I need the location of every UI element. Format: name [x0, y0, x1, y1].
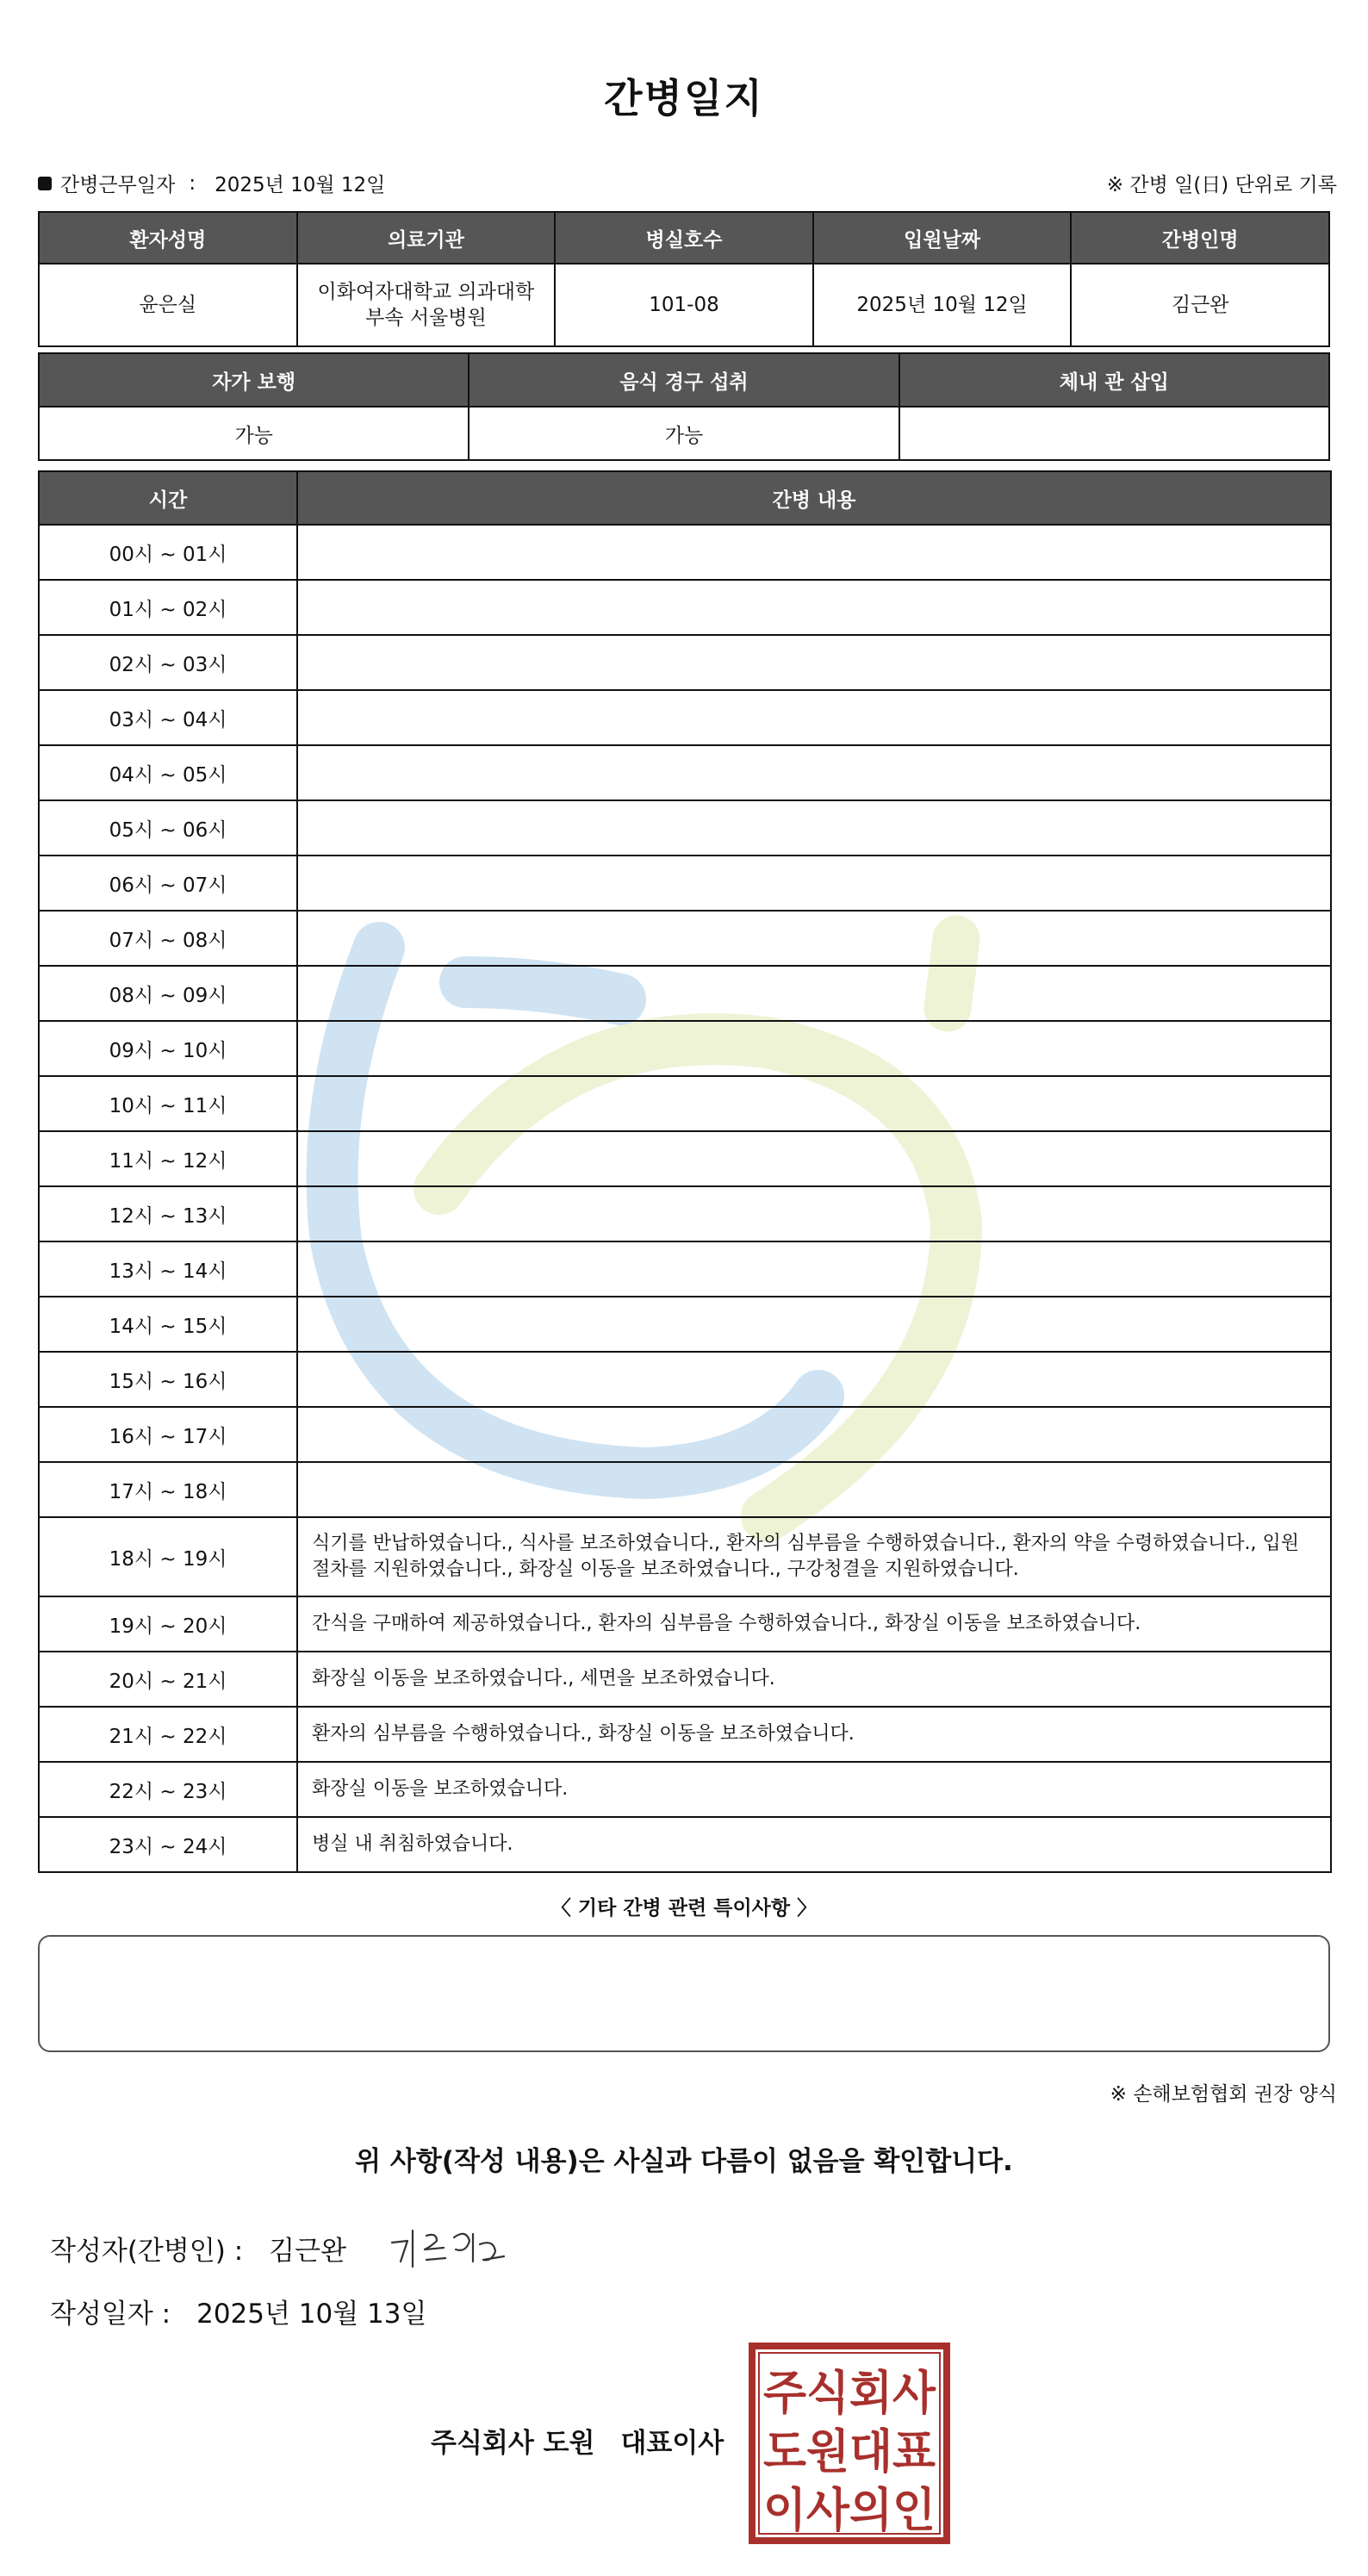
work-date-colon: :	[189, 171, 196, 195]
header-patient-name: 환자성명	[39, 212, 297, 264]
time-slot: 03시 ~ 04시	[39, 690, 297, 745]
company-name: 주식회사 도원	[431, 2428, 595, 2459]
self-walking-value: 가능	[39, 407, 469, 460]
header-care-content: 간병 내용	[297, 471, 1331, 525]
admission-date: 2025년 10월 12일	[813, 264, 1072, 346]
care-content	[297, 966, 1331, 1021]
table-row	[39, 1241, 1331, 1297]
header-caregiver: 간병인명	[1071, 212, 1329, 264]
special-notes-box	[38, 1935, 1330, 2052]
header-time: 시간	[39, 471, 297, 525]
time-slot: 20시 ~ 21시	[39, 1652, 297, 1707]
special-notes-title: 〈 기타 간병 관련 특이사항 〉	[550, 1897, 818, 1920]
time-slot: 13시 ~ 14시	[39, 1241, 297, 1297]
table-row	[39, 1652, 1331, 1707]
time-slot: 07시 ~ 08시	[39, 911, 297, 966]
care-content	[297, 690, 1331, 745]
table-row	[39, 690, 1331, 745]
patient-info-value-row	[39, 264, 1329, 346]
care-content	[297, 1462, 1331, 1517]
patient-name: 윤은실	[39, 264, 297, 346]
caregiver-name: 김근완	[1071, 264, 1329, 346]
table-row	[39, 1817, 1331, 1872]
table-row	[39, 1131, 1331, 1186]
table-row	[39, 1407, 1331, 1462]
time-slot: 08시 ~ 09시	[39, 966, 297, 1021]
table-row	[39, 911, 1331, 966]
hospital-name: 이화여자대학교 의과대학부속 서울병원	[297, 264, 556, 346]
representative-title: 대표이사	[620, 2428, 724, 2459]
room-number: 101-08	[555, 264, 813, 346]
time-slot: 02시 ~ 03시	[39, 635, 297, 690]
care-content: 환자의 심부름을 수행하였습니다., 화장실 이동을 보조하였습니다.	[297, 1707, 1331, 1762]
table-row	[39, 1297, 1331, 1352]
time-slot: 14시 ~ 15시	[39, 1297, 297, 1352]
time-slot: 23시 ~ 24시	[39, 1817, 297, 1872]
care-content: 화장실 이동을 보조하였습니다., 세면을 보조하였습니다.	[297, 1652, 1331, 1707]
time-slot: 09시 ~ 10시	[39, 1021, 297, 1076]
care-content: 간식을 구매하여 제공하였습니다., 환자의 심부름을 수행하였습니다., 화장실 이동을 보조하였습니다.	[297, 1596, 1331, 1652]
care-content	[297, 800, 1331, 856]
time-slot: 11시 ~ 12시	[39, 1131, 297, 1186]
care-content	[297, 1186, 1331, 1241]
table-row	[39, 856, 1331, 911]
time-slot: 22시 ~ 23시	[39, 1762, 297, 1817]
care-content	[297, 911, 1331, 966]
writer-name: 김근완	[269, 2236, 347, 2267]
tube-insertion-value	[899, 407, 1329, 460]
header-room: 병실호수	[555, 212, 813, 264]
handwritten-signature	[383, 2218, 530, 2279]
work-date	[38, 169, 385, 197]
bullet-square-icon	[38, 177, 52, 190]
time-slot: 06시 ~ 07시	[39, 856, 297, 911]
time-slot: 12시 ~ 13시	[39, 1186, 297, 1241]
svg-text:도원대표: 도원대표	[763, 2424, 936, 2479]
table-row	[39, 745, 1331, 800]
time-slot: 18시 ~ 19시	[39, 1517, 297, 1596]
ability-header-row	[39, 353, 1329, 407]
header-hospital: 의료기관	[297, 212, 556, 264]
table-row	[39, 1596, 1331, 1652]
care-log-table	[38, 470, 1332, 1873]
header-tube-insertion: 체내 관 삽입	[899, 353, 1329, 407]
table-row	[39, 1762, 1331, 1817]
care-content	[297, 635, 1331, 690]
company-line	[431, 2421, 724, 2460]
care-content	[297, 1076, 1331, 1131]
care-content: 식기를 반납하였습니다., 식사를 보조하였습니다., 환자의 심부름을 수행하였습니다., 환자의 약을 수령하였습니다., 입원절차를 지원하였습니다., 화장실 이동을 보조하였습니다., 구강청결을 지원하였습니다.	[297, 1517, 1331, 1596]
write-date-value: 2025년 10월 13일	[196, 2299, 427, 2330]
care-content	[297, 1352, 1331, 1407]
table-row	[39, 525, 1331, 580]
care-log-header-row	[39, 471, 1331, 525]
page-title: 간병일지	[604, 75, 764, 121]
daily-record-note: ※ 간병 일(日) 단위로 기록	[1106, 174, 1337, 196]
ability-value-row	[39, 407, 1329, 460]
care-content: 병실 내 취침하였습니다.	[297, 1817, 1331, 1872]
patient-ability-table	[38, 352, 1330, 461]
time-slot: 21시 ~ 22시	[39, 1707, 297, 1762]
work-date-value: 2025년 10월 12일	[215, 174, 386, 196]
table-row	[39, 800, 1331, 856]
table-row	[39, 1352, 1331, 1407]
table-row	[39, 1186, 1331, 1241]
care-content	[297, 856, 1331, 911]
work-date-label: 간병근무일자	[60, 174, 176, 196]
table-row	[39, 1021, 1331, 1076]
table-row	[39, 1076, 1331, 1131]
svg-text:이사의인: 이사의인	[763, 2483, 936, 2537]
care-content	[297, 525, 1331, 580]
table-row	[39, 635, 1331, 690]
time-slot: 16시 ~ 17시	[39, 1407, 297, 1462]
company-seal-stamp	[748, 2342, 951, 2545]
care-content	[297, 1297, 1331, 1352]
confirmation-statement: 위 사항(작성 내용)은 사실과 다름이 없음을 확인합니다.	[355, 2146, 1013, 2177]
svg-text:주식회사: 주식회사	[763, 2366, 936, 2420]
patient-info-table	[38, 211, 1330, 347]
time-slot: 01시 ~ 02시	[39, 580, 297, 635]
care-content	[297, 745, 1331, 800]
time-slot: 00시 ~ 01시	[39, 525, 297, 580]
time-slot: 05시 ~ 06시	[39, 800, 297, 856]
care-content	[297, 580, 1331, 635]
care-log-body	[39, 525, 1331, 1872]
patient-info-header-row	[39, 212, 1329, 264]
table-row	[39, 580, 1331, 635]
write-date-label: 작성일자 :	[50, 2299, 171, 2330]
header-self-walking: 자가 보행	[39, 353, 469, 407]
time-slot: 10시 ~ 11시	[39, 1076, 297, 1131]
table-row	[39, 1707, 1331, 1762]
special-notes-content	[40, 1937, 1328, 1964]
form-source-note: ※ 손해보험협회 권장 양식	[1110, 2083, 1337, 2106]
table-row	[39, 1517, 1331, 1596]
care-content	[297, 1241, 1331, 1297]
write-date-line	[50, 2292, 426, 2330]
time-slot: 15시 ~ 16시	[39, 1352, 297, 1407]
writer-line	[50, 2229, 346, 2268]
writer-label: 작성자(간병인) :	[50, 2236, 244, 2267]
table-row	[39, 1462, 1331, 1517]
time-slot: 19시 ~ 20시	[39, 1596, 297, 1652]
care-content	[297, 1021, 1331, 1076]
table-row	[39, 966, 1331, 1021]
header-oral-intake: 음식 경구 섭취	[469, 353, 899, 407]
care-content: 화장실 이동을 보조하였습니다.	[297, 1762, 1331, 1817]
header-admission-date: 입원날짜	[813, 212, 1072, 264]
time-slot: 04시 ~ 05시	[39, 745, 297, 800]
care-content	[297, 1407, 1331, 1462]
oral-intake-value: 가능	[469, 407, 899, 460]
time-slot: 17시 ~ 18시	[39, 1462, 297, 1517]
care-content	[297, 1131, 1331, 1186]
